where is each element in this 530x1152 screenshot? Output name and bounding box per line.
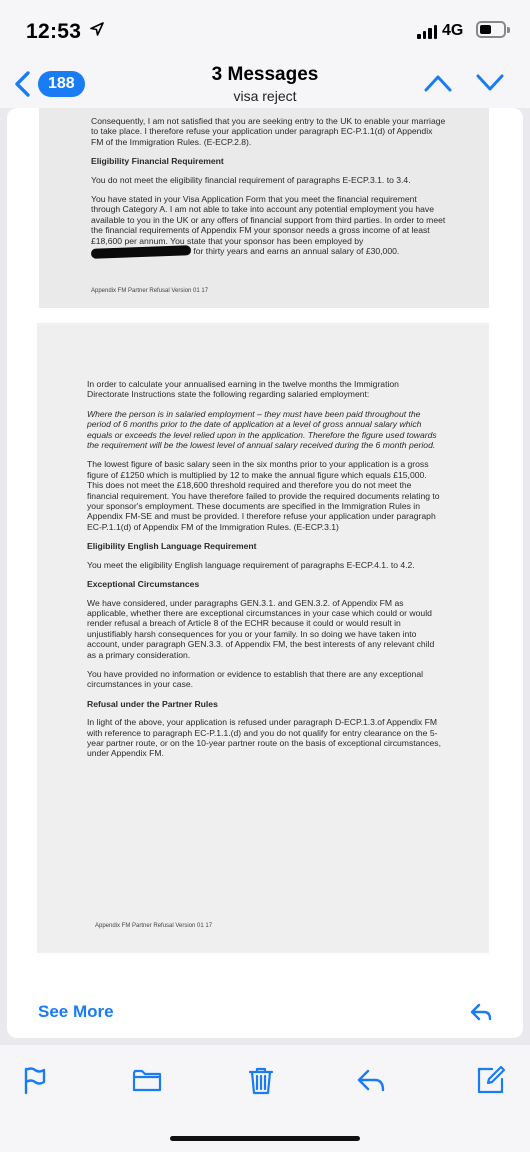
- network-type: 4G: [442, 22, 464, 39]
- move-folder-button[interactable]: [132, 1065, 162, 1095]
- document-page-2: [37, 323, 489, 953]
- status-time: 12:53: [26, 20, 82, 43]
- home-indicator[interactable]: [170, 1136, 360, 1141]
- nav-bar: [0, 60, 530, 108]
- doc-paragraph: In light of the above, your application is refused under paragraph D-ECP.1.3.of Appendix FM with reference to paragraph EC-P.1.1.(d) and you do not qualify for entry clearance on the 5-year partner route, or on the 10-year partner route on the basis of exceptional circumstances, under Appendix FM.: [87, 717, 441, 759]
- message-body: [7, 108, 523, 988]
- flag-button[interactable]: [20, 1065, 50, 1095]
- location-arrow-icon: [90, 22, 104, 36]
- doc-footer: Appendix FM Partner Refusal Version 01 17: [95, 923, 213, 929]
- doc-paragraph: In order to calculate your annualised earning in the twelve months the Immigration Directorate Instructions state the following regarding salaried employment:: [87, 379, 399, 400]
- nav-subtitle: visa reject: [233, 88, 297, 104]
- compose-icon: [476, 1065, 506, 1095]
- doc-quote: Where the person is in salaried employment – they must have been paid throughout the period of 6 months prior to the date of application at a level of gross annual salary which equals or exceeds the level relied upon in the application. Therefore the figure used towards the requirement will be the lowest level of annual salary received during the 6 month period.: [87, 408, 437, 451]
- reply-button[interactable]: [356, 1065, 386, 1095]
- doc-heading-exceptional: Exceptional Circumstances: [87, 579, 200, 590]
- doc-paragraph: You do not meet the eligibility financial requirement of paragraphs E-ECP.3.1. to 3.4.: [91, 174, 411, 185]
- trash-button[interactable]: [246, 1065, 276, 1095]
- doc-paragraph: We have considered, under paragraphs GEN.3.1. and GEN.3.2. of Appendix FM as applicable, whether there are exceptional circumstances in your case which could or would render refusal a breach of Article 8 of the ECHR because it could or would result in unjustifiably harsh consequences for you or your family. In so doing we have taken into account, under paragraph GEN.3.3. of Appendix FM, the best interests of any relevant child as a primary consideration.: [87, 597, 435, 660]
- doc-heading-refusal: Refusal under the Partner Rules: [87, 698, 218, 709]
- battery-icon: [476, 21, 506, 38]
- compose-button[interactable]: [476, 1065, 506, 1095]
- doc-heading-financial: Eligibility Financial Requirement: [91, 156, 224, 167]
- status-bar: [0, 0, 530, 60]
- doc-footer: Appendix FM Partner Refusal Version 01 17: [91, 288, 209, 294]
- document-page-1: [39, 108, 489, 308]
- unread-count-badge: 188: [38, 71, 85, 97]
- folder-icon: [132, 1065, 162, 1095]
- reply-icon: [356, 1065, 386, 1095]
- doc-paragraph: You meet the eligibility English language requirement of paragraphs E-ECP.4.1. to 4.2.: [87, 559, 415, 570]
- redaction-mark: [91, 245, 191, 258]
- see-more-link[interactable]: See More: [38, 1002, 114, 1021]
- chevron-up-icon[interactable]: [422, 72, 454, 94]
- doc-paragraph: The lowest figure of basic salary seen in the six months prior to your application is a gross figure of £1250 which is multiplied by 12 to make the annual figure which equals £15,000. This does not meet the £18,600 threshold required and therefore you do not meet the financial requirement. You have therefore failed to provide the required documents relating to your sponsor's employment. These documents are specified in the Immigration Rules in Appendix FM-SE and must be provided. I therefore refuse your application under paragraph EC-P.1.1(d) of Appendix FM of the Immigration Rules. (E-ECP.3.1): [87, 459, 440, 532]
- trash-icon: [246, 1065, 276, 1095]
- chevron-down-icon[interactable]: [474, 72, 506, 94]
- doc-paragraph: You have provided no information or evidence to establish that there are any exceptional circumstances in your case.: [87, 668, 424, 690]
- reply-icon[interactable]: [469, 1002, 493, 1022]
- nav-title: 3 Messages: [211, 64, 319, 85]
- doc-intro: Consequently, I am not satisfied that you are seeking entry to the UK to enable your marriage to take place. I therefore refuse your application under paragraph EC-P.1.1(d) of Appendix FM of the Immigration Rules. (E-ECP.2.8).: [91, 116, 446, 147]
- message-card: [7, 108, 523, 1038]
- signal-icon: [417, 25, 437, 39]
- doc-heading-english: Eligibility English Language Requirement: [87, 541, 257, 552]
- flag-icon: [20, 1065, 50, 1095]
- doc-paragraph-sponsor: You have stated in your Visa Application Form that you meet the financial requirement through Category A. I am not able to take into account any potential employment you have available to you in the UK or any offers of financial support from third parties. In order to meet the financial requirements of Appendix FM your sponsor needs a gross income of at least £18,600 per annum. You state that your sponsor has been employed by for thirty years and earns an annual salary of £30,000.: [91, 194, 446, 257]
